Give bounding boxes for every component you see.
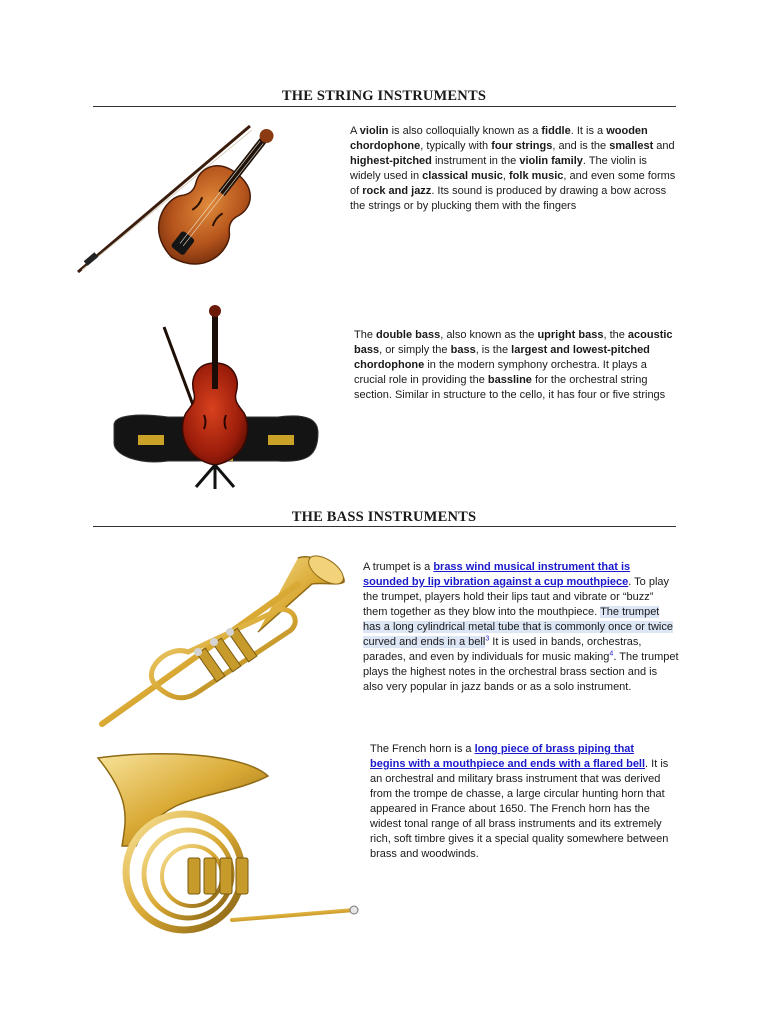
- section-divider: [93, 526, 676, 527]
- double-bass-description: The double bass, also known as the upright bass, the acoustic bass, or simply the bass, is the largest and lowest-pitched chordophone in the modern symphony orchestra. It plays a crucial role in providing the bassline for the orchestral string section. Similar in structure to the cello, it has four or five strings: [354, 329, 673, 401]
- french-horn-icon: [92, 750, 362, 935]
- violin-description: A violin is also colloquially known as a fiddle. It is a wooden chordophone, typically with four strings, and is the smallest and highest-pitched instrument in the violin family. The violin is widely used in classical music, folk music, and even some forms of rock and jazz. Its sound is produced by drawing a bow across the strings or by plucking them with the fingers: [350, 125, 676, 212]
- footnote-ref-3[interactable]: 3: [485, 635, 490, 643]
- section-divider: [93, 106, 676, 107]
- highlighted-text: The trumpet has a long cylindrical metal tube that is commonly once or twice curved and ends in a bell: [363, 606, 673, 648]
- violin-with-bow-icon: [72, 120, 312, 280]
- double-bass-on-case-icon: [108, 305, 323, 495]
- french-horn-definition-link[interactable]: long piece of brass piping that begins with a mouthpiece and ends with a flared bell: [370, 743, 646, 770]
- footnote-ref-4[interactable]: 4: [609, 650, 614, 658]
- section-title-strings: THE STRING INSTRUMENTS: [281, 88, 487, 104]
- section-title-bass: THE BASS INSTRUMENTS: [291, 509, 477, 525]
- trumpet-description: A trumpet is a brass wind musical instrument that is sounded by lip vibration against a cup mouthpiece. To play the trumpet, players hold their lips taut and vibrate or “buzz” them together as they blow into the mouthpiece. The trumpet has a long cylindrical metal tube that is commonly once or twice curved and ends in a bell$^3$ It is used in bands, orchestras, parades, and even by individuals for music making$^4$. The trumpet plays the highest notes in the orchestral brass section and is also very popular in jazz bands or as a solo instrument.: [363, 561, 679, 693]
- french-horn-description: The French horn is a long piece of brass piping that begins with a mouthpiece and ends with a flared bell. It is an orchestral and military brass instrument that was derived from the trompe de chasse, a large circular hunting horn that appeared in France about 1650. The French horn has the widest tonal range of all brass instruments and its extremely rich, soft timbre gives it a special quality somewhere between brass and woodwinds.: [370, 743, 669, 860]
- trumpet-definition-link[interactable]: brass wind musical instrument that is sounded by lip vibration against a cup mouthpiece: [363, 561, 631, 588]
- trumpet-icon: [98, 552, 350, 730]
